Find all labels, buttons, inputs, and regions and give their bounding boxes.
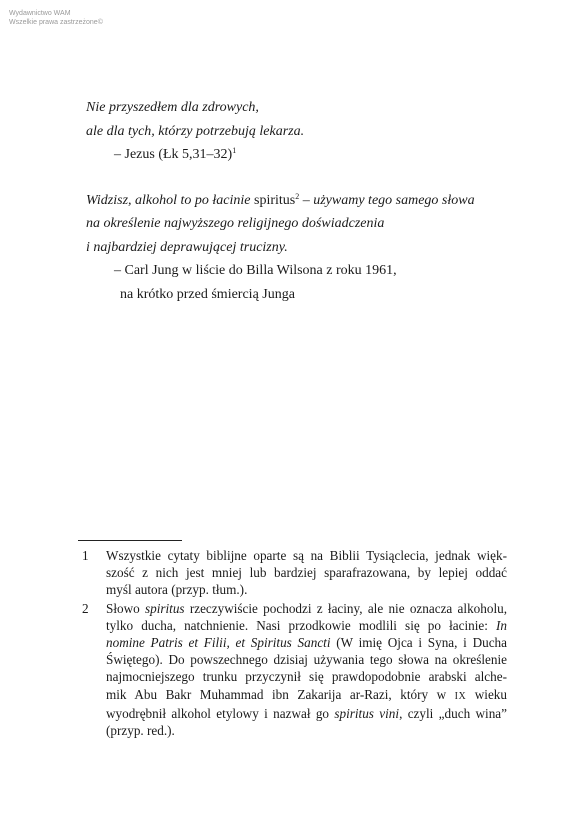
- epigraph-term: spiritus: [254, 192, 296, 208]
- footnote-line: [106, 600, 507, 617]
- footnote-1: [82, 547, 507, 599]
- footnote-text: mik Abu Bakr Muhammad ibn Zakarija ar-Razi, który w: [106, 686, 455, 702]
- footnote-line: [106, 705, 507, 722]
- footnote-text: wyodrębnił alkohol etylowy i nazwał go: [106, 705, 335, 721]
- century-numeral: IX: [454, 690, 467, 702]
- epigraphs: [86, 96, 506, 306]
- footnote-ref[interactable]: 2: [295, 191, 300, 201]
- footnote-line: (przyp. red.).: [106, 723, 175, 739]
- footnote-line: [106, 617, 507, 634]
- watermark-publisher: Wydawnictwo WAM: [9, 10, 71, 17]
- footnote-latin: In: [496, 617, 507, 633]
- footnote-2: [82, 600, 507, 740]
- footnote-line: Świętego). Do powszechnego dzisiaj używania tego słowa na określenie: [106, 652, 507, 668]
- footnote-term: spiritus vini: [334, 705, 400, 721]
- footnote-body: [106, 600, 507, 740]
- footnote-line: szość z nich jest mniej lub bardziej sparafrazowana, by lepiej oddać: [106, 565, 507, 581]
- footnote-line: [106, 634, 507, 651]
- watermark-copyright: Wszelkie prawa zastrzeżone©: [9, 19, 103, 26]
- footnote-text: , czyli „duch wina”: [399, 705, 507, 721]
- footnote-text: tylko ducha, natchnienie. Nasi przodkowie modlili się po łacinie:: [106, 617, 496, 633]
- epigraph-text: Widzisz, alkohol to po łacinie: [86, 192, 254, 208]
- footnote-term: spiritus: [144, 600, 185, 616]
- footnotes: [82, 547, 507, 739]
- epigraph-line: [86, 189, 506, 213]
- footnote-line: najmocniejszego trunku przyczynił się prawdopodobnie arabski alche-: [106, 669, 507, 685]
- footnote-ref[interactable]: 1: [232, 146, 237, 155]
- footnote-text: rzeczywiście pochodzi z łaciny, ale nie oznacza alkoholu,: [184, 600, 507, 616]
- footnote-number: 1: [82, 548, 89, 563]
- epigraph-jesus: [86, 96, 506, 167]
- footnote-latin: nomine Patris et Filii, et Spiritus Sancti: [106, 635, 331, 651]
- footnote-line: [106, 686, 507, 705]
- epigraph-line: Nie przyszedłem dla zdrowych,: [86, 100, 259, 115]
- epigraph-line: i najbardziej deprawującej trucizny.: [86, 239, 288, 255]
- attribution-text: – Jezus (Łk 5,31–32): [114, 147, 233, 162]
- epigraph-attribution: [86, 143, 506, 167]
- epigraph-line: na określenie najwyższego religijnego doświadczenia: [86, 216, 385, 231]
- epigraph-line: ale dla tych, którzy potrzebują lekarza.: [86, 123, 305, 139]
- epigraph-text: – używamy tego samego słowa: [299, 192, 475, 208]
- footnote-text: (W imię Ojca i Syna, i Ducha: [330, 635, 507, 651]
- epigraph-attribution: – Carl Jung w liście do Billa Wilsona z roku 1961,: [114, 263, 397, 278]
- watermark: [9, 9, 103, 27]
- footnote-line: myśl autora (przyp. tłum.).: [106, 582, 248, 598]
- epigraph-attribution: na krótko przed śmiercią Junga: [120, 286, 295, 302]
- footnote-line: Wszystkie cytaty biblijne oparte są na Biblii Tysiąclecia, jednak więk-: [106, 548, 507, 563]
- epigraph-jung: [86, 189, 506, 307]
- footnote-separator: [78, 540, 182, 541]
- footnote-body: [106, 547, 507, 599]
- footnote-text: wieku: [466, 686, 507, 702]
- footnote-text: Słowo: [106, 600, 145, 616]
- footnote-number: 2: [82, 600, 89, 616]
